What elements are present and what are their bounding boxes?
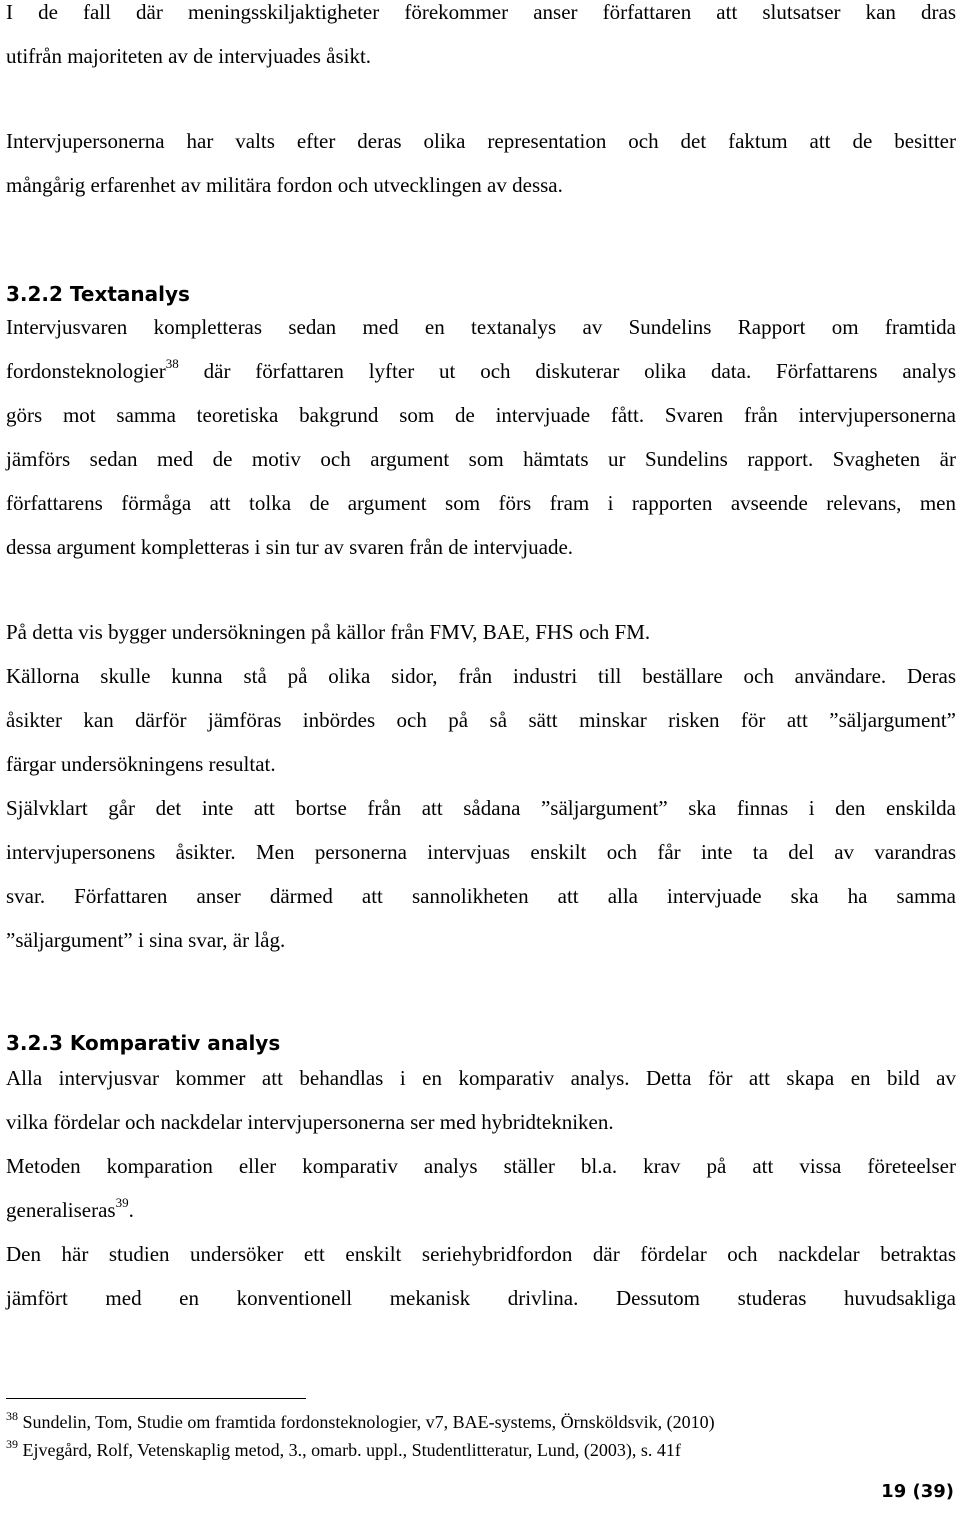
- paragraph-sources: [6, 610, 956, 962]
- section-heading-3-2-2: 3.2.2 Textanalys: [6, 282, 190, 306]
- text-line: färgar undersökningens resultat.: [6, 752, 276, 776]
- paragraph-textanalys: [6, 305, 956, 569]
- text-fragment: fordonsteknologier: [6, 359, 166, 383]
- text-line: Intervjupersonerna har valts efter deras olika representation och det faktum att de besitter: [6, 129, 956, 153]
- text-line: intervjupersonens åsikter. Men personerna intervjuas enskilt och får inte ta del av varandras: [6, 840, 956, 864]
- text-fragment: där författaren lyfter ut och diskuterar olika data. Författarens analys: [178, 359, 956, 383]
- footnote-38: [6, 1411, 715, 1433]
- text-line: Den här studien undersöker ett enskilt seriehybridfordon där fördelar och nackdelar betraktas: [6, 1242, 956, 1266]
- paragraph-1: [6, 0, 956, 78]
- paragraph-komparativ: [6, 1056, 956, 1320]
- text-line: [6, 349, 956, 393]
- footnote-text: Sundelin, Tom, Studie om framtida fordonsteknologier, v7, BAE-systems, Örnsköldsvik, (2010): [18, 1412, 715, 1432]
- footnote-39: [6, 1439, 681, 1461]
- text-line: ”säljargument” i sina svar, är låg.: [6, 928, 286, 952]
- footnote-number: 39: [6, 1437, 18, 1451]
- footnote-ref-39: 39: [115, 1195, 129, 1210]
- page-number: 19 (39): [881, 1481, 954, 1502]
- text-line: åsikter kan därför jämföras inbördes och på så sätt minskar risken för att ”säljargument”: [6, 708, 956, 732]
- text-line: utifrån majoriteten av de intervjuades åsikt.: [6, 44, 372, 68]
- footnote-separator: [6, 1398, 306, 1399]
- text-line: mångårig erfarenhet av militära fordon och utvecklingen av dessa.: [6, 173, 563, 197]
- text-line: författarens förmåga att tolka de argument som förs fram i rapporten avseende relevans, men: [6, 491, 956, 515]
- text-line: Metoden komparation eller komparativ analys ställer bl.a. krav på att vissa företeelser: [6, 1154, 956, 1178]
- text-line: dessa argument kompletteras i sin tur av svaren från de intervjuade.: [6, 535, 574, 559]
- text-line: Intervjusvaren kompletteras sedan med en textanalys av Sundelins Rapport om framtida: [6, 315, 956, 339]
- text-line: vilka fördelar och nackdelar intervjupersonerna ser med hybridtekniken.: [6, 1110, 614, 1134]
- text-line: jämförs sedan med de motiv och argument som hämtats ur Sundelins rapport. Svagheten är: [6, 447, 956, 471]
- text-line: På detta vis bygger undersökningen på källor från FMV, BAE, FHS och FM.: [6, 620, 651, 644]
- text-line: Källorna skulle kunna stå på olika sidor, från industri till beställare och användare. Deras: [6, 664, 956, 688]
- footnote-ref-38: 38: [165, 356, 179, 371]
- text-line: svar. Författaren anser därmed att sannolikheten att alla intervjuade ska ha samma: [6, 884, 956, 908]
- text-line: [6, 1188, 956, 1232]
- paragraph-2: [6, 119, 956, 207]
- text-line: Självklart går det inte att bortse från att sådana ”säljargument” ska finnas i den enskilda: [6, 796, 956, 820]
- text-line: I de fall där meningsskiljaktigheter förekommer anser författaren att slutsatser kan dras: [6, 0, 956, 24]
- text-line: Alla intervjusvar kommer att behandlas i en komparativ analys. Detta för att skapa en bild av: [6, 1066, 956, 1090]
- footnote-number: 38: [6, 1409, 18, 1423]
- footnote-text: Ejvegård, Rolf, Vetenskaplig metod, 3., omarb. uppl., Studentlitteratur, Lund, (2003), s. 41f: [18, 1440, 681, 1460]
- section-heading-3-2-3: 3.2.3 Komparativ analys: [6, 1031, 281, 1055]
- text-line: görs mot samma teoretiska bakgrund som de intervjuade fått. Svaren från intervjupersonerna: [6, 403, 956, 427]
- text-line: jämfört med en konventionell mekanisk drivlina. Dessutom studeras huvudsakliga: [6, 1286, 956, 1310]
- text-fragment: generaliseras: [6, 1198, 116, 1222]
- text-fragment: .: [128, 1198, 134, 1222]
